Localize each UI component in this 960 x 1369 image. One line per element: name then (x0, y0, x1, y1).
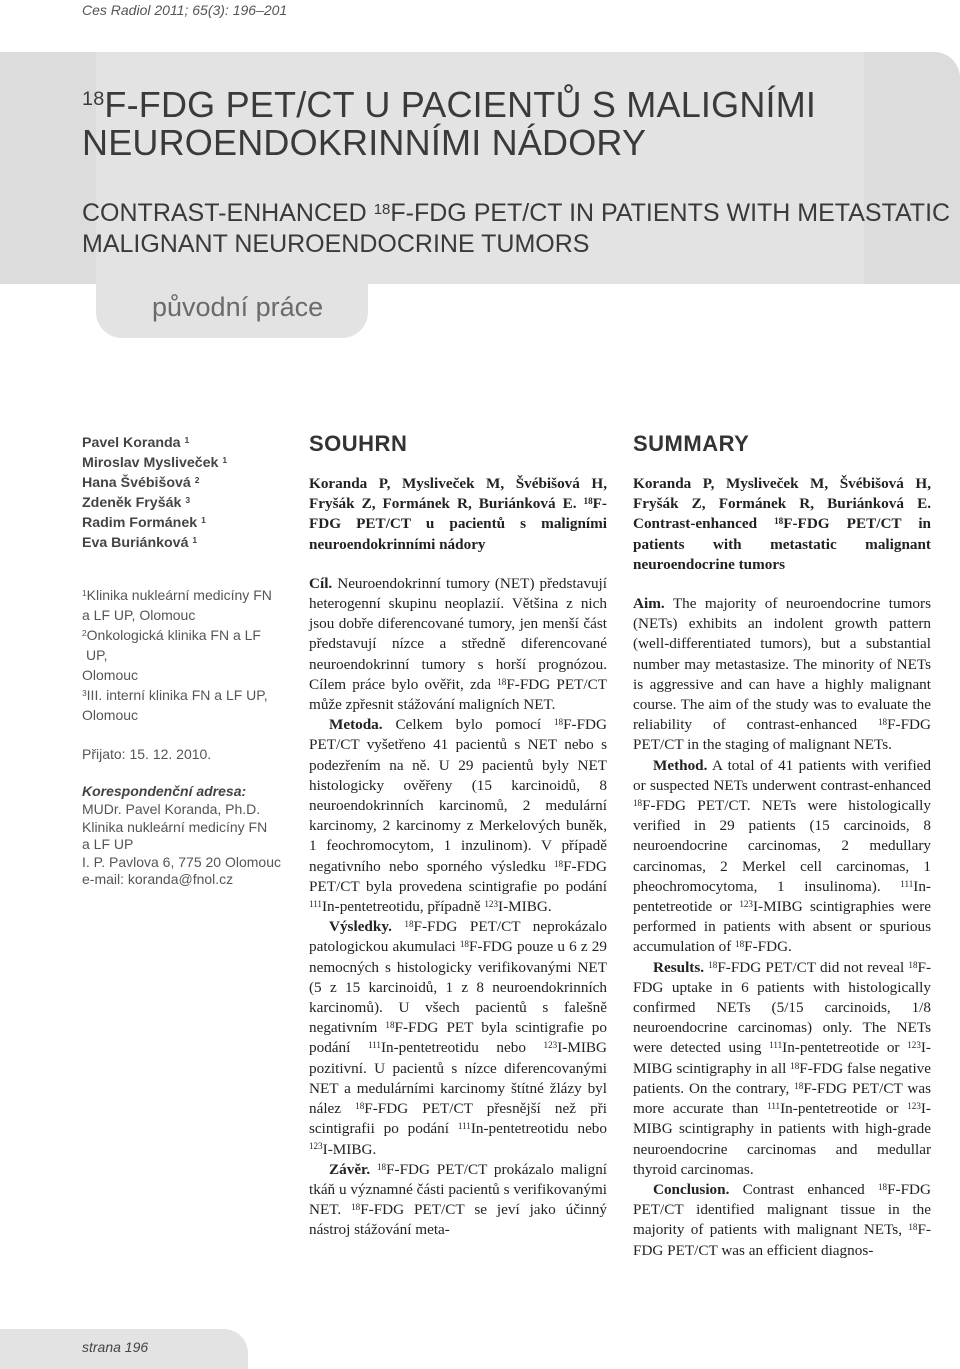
page-number: strana 196 (82, 1339, 149, 1355)
summary-heading: SUMMARY (633, 431, 750, 456)
souhrn-citation: Koranda P, Mysliveček M, Švébišová H, Fryšák Z, Formánek R, Buriánková E. $^{18}$F-FDG PET/CT u pacientů s maligními neuroendokrinními nádory (309, 475, 607, 553)
souhrn-body: Cíl. Neuroendokrinní tumory (NET) představují heterogenní skupinu neoplazií. Většina z nich jsou dobře diferencované tumory, jen menší část představují nízce a středně diferencované neuroendokrinní tumory s horší prognózou. Cílem práce bylo ověřit, zda $^{18}$F-FDG PET/CT může zpřesnit stážování maligních NET. Metoda. Celkem bylo pomocí $^{18}$F-FDG PET/CT vyšetřeno 41 pacientů s NET nebo s podezřením na ně. U 29 pacientů byly NET histologicky ověřeny (15 karcinoidů, 8 neuroendokrinních karcinomů, 2 medulární karcinomy, 2 karcinomy z Merkelových buněk, 1 feochromocytom, 1 inzulinom). V případě negativního nebo sporného výsledku $^{18}$F-FDG PET/CT byla provedena scintigrafie po podání $^{111}$In-pentetreotidu, případně $^{123}$I-MIBG. Výsledky. $^{18}$F-FDG PET/CT neprokázalo patologickou akumulaci $^{18}$F-FDG pouze u 6 z 29 nemocných s histologicky verifikovanými NET (5 z 15 karcinoidů, 1 z 8 neuroendokrinních karcinomů). U všech pacientů s falešně negativním $^{18}$F-FDG PET byla scintigrafie po podání $^{111}$In-pentetreotidu nebo $^{123}$I-MIBG pozitivní. U pacientů s nízce diferencovanými NET a medulárními karcinomy štítné žlázy byl nález $^{18}$F-FDG PET/CT přesnější než při scintigrafii po podání $^{111}$In-pentetreotidu nebo $^{123}$I-MIBG. Závěr. $^{18}$F-FDG PET/CT prokázalo maligní tkáň u významné části pacientů s verifikovanými NET. $^{18}$F-FDG PET/CT se jeví jako účinný nástroj stážování meta- (309, 574, 608, 1239)
article-type-tab (96, 284, 368, 338)
article-type: původní práce (152, 292, 324, 322)
author: Hana Švébišová $^2$ (82, 475, 200, 491)
affiliation: $^2$Onkologická klinika FN a LF UP, (82, 627, 261, 663)
article-title-cs: $^{18}$F-FDG PET/CT U PACIENTŮ S MALIGNÍMI NEUROENDOKRINNÍMI NÁDORY (82, 84, 817, 163)
summary-citation: Koranda P, Mysliveček M, Švébišová H, Fryšák Z, Formánek R, Buriánková E. Contrast-enhanced $^{18}$F-FDG PET/CT in patients with metastatic malignant neuroendocrine tumors (633, 475, 932, 573)
souhrn-heading: SOUHRN (309, 431, 408, 456)
author: Zdeněk Fryšák $^3$ (82, 495, 191, 511)
affiliation-list (82, 585, 282, 725)
author: Miroslav Mysliveček $^1$ (82, 455, 228, 471)
affiliation: a LF UP, Olomouc (82, 607, 196, 623)
author-list (82, 433, 282, 553)
page-footer (0, 1329, 248, 1369)
summary-column (633, 431, 931, 1261)
author: Radim Formánek $^1$ (82, 515, 206, 531)
affiliation: $^1$Klinika nukleární medicíny FN (82, 587, 272, 603)
author: Eva Buriánková $^1$ (82, 535, 198, 551)
author-info-column (82, 433, 282, 889)
affiliation: Olomouc (82, 667, 139, 683)
souhrn-column (309, 431, 607, 1241)
article-title-en: CONTRAST-ENHANCED $^{18}$F-FDG PET/CT IN PATIENTS WITH METASTATIC MALIGNANT NEUROENDOCRINE TUMORS (82, 199, 951, 258)
correspondence-address: MUDr. Pavel Koranda, Ph.D. Klinika nukleární medicíny FN a LF UP I. P. Pavlova 6, 775 20 Olomouc e-mail: koranda@fnol.cz (82, 801, 281, 887)
affiliation: $^3$III. interní klinika FN a LF UP, (82, 687, 268, 703)
summary-body: Aim. The majority of neuroendocrine tumors (NETs) exhibits an indolent growth pattern (well-differentiated tumors), but a substantial number may metastasize. The minority of NETs is aggressive and can have a highly malignant course. The aim of the study was to evaluate the reliability of contrast-enhanced $^{18}$F-FDG PET/CT in the staging of malignant NETs. Method. A total of 41 patients with verified or suspected NETs underwent contrast-enhanced $^{18}$F-FDG PET/CT. NETs were histologically verified in 29 patients (15 carcinoids, 8 neuroendocrine carcinomas, 2 medullary carcinomas, 2 Merkel cell carcinomas, 1 pheochromocytoma, 1 insulinoma). $^{111}$In-pentetreotide or $^{123}$I-MIBG scintigraphies were performed in patients with absent or spurious accumulation of $^{18}$F-FDG. Results. $^{18}$F-FDG PET/CT did not reveal $^{18}$F-FDG uptake in 6 patients with histologically confirmed NETs (5/15 carcinoids, 1/8 neuroendocrine carcinomas) only. The NETs were detected using $^{111}$In-pentetreotide or $^{123}$I-MIBG scintigraphy in all $^{18}$F-FDG false negative patients. On the contrary, $^{18}$F-FDG PET/CT was more accurate than $^{111}$In-pentetreotide or $^{123}$I-MIBG scintigraphy in patients with high-grade neuroendocrine carcinomas and medullar thyroid carcinomas. Conclusion. Contrast enhanced $^{18}$F-FDG PET/CT identified malignant tissue in the majority of patients with malignant NETs, $^{18}$F-FDG PET/CT was an efficient diagnos- (633, 595, 932, 1259)
correspondence-heading: Korespondenční adresa: (82, 783, 247, 799)
email-link[interactable]: e-mail: koranda@fnol.cz (82, 871, 234, 887)
affiliation: Olomouc (82, 707, 139, 723)
received-date: Přijato: 15. 12. 2010. (82, 746, 212, 762)
journal-reference: Ces Radiol 2011; 65(3): 196–201 (82, 2, 288, 18)
author: Pavel Koranda $^1$ (82, 435, 190, 451)
